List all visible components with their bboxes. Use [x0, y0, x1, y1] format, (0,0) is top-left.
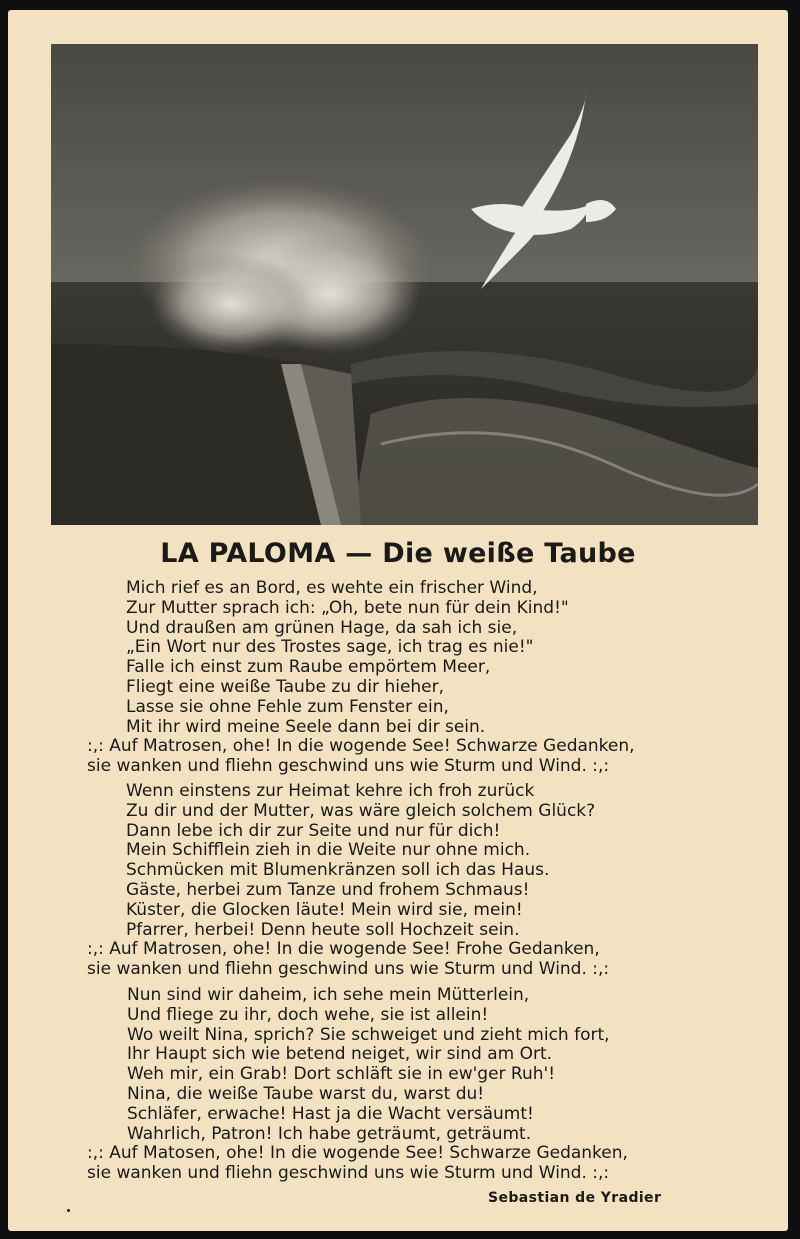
stanza-3 [127, 986, 610, 1144]
verse-line: Lasse sie ohne Fehle zum Fenster ein, [126, 696, 449, 717]
verse-line: Zu dir und der Mutter, was wäre gleich solchem Glück? [126, 800, 596, 821]
verse-line: Nina, die weiße Taube warst du, warst du! [127, 1083, 485, 1104]
verse-line: Und draußen am grünen Hage, da sah ich sie, [126, 617, 518, 638]
verse-line: Wo weilt Nina, sprich? Sie schweiget und zieht mich fort, [127, 1024, 610, 1045]
verse-line: Schmücken mit Blumenkränzen soll ich das Haus. [126, 860, 550, 881]
verse-line: Mit ihr wird meine Seele dann bei dir sein. [126, 716, 486, 737]
verse-line: Mich rief es an Bord, es wehte ein frischer Wind, [126, 578, 538, 598]
chorus-line: :,: Auf Matrosen, ohe! In die wogende See! Frohe Gedanken, [87, 939, 600, 959]
postcard [8, 10, 788, 1231]
chorus-2 [87, 940, 609, 980]
verse-line: Fliegt eine weiße Taube zu dir hieher, [126, 676, 445, 697]
chorus-3 [87, 1144, 628, 1184]
chorus-line: sie wanken und fliehn geschwind uns wie Sturm und Wind. :,: [87, 755, 610, 776]
verse-line: Zur Mutter sprach ich: „Oh, bete nun für dein Kind!" [126, 597, 569, 618]
chorus-line: :,: Auf Matosen, ohe! In die wogende See! Schwarze Gedanken, [87, 1143, 628, 1163]
verse-line: Nun sind wir daheim, ich sehe mein Mütterlein, [127, 985, 530, 1005]
verse-line: Weh mir, ein Grab! Dort schläft sie in ew'ger Ruh'! [127, 1064, 556, 1085]
dove-over-stormy-sea-photo [51, 44, 758, 525]
chorus-1 [87, 737, 635, 777]
stanza-1 [126, 579, 569, 737]
author-credit: Sebastian de Yradier [488, 1190, 662, 1206]
verse-line: Ihr Haupt sich wie betend neiget, wir sind am Ort. [127, 1044, 553, 1065]
verse-line: Pfarrer, herbei! Denn heute soll Hochzeit sein. [126, 919, 520, 940]
verse-line: Wenn einstens zur Heimat kehre ich froh zurück [126, 781, 535, 801]
song-title: LA PALOMA — Die weiße Taube [160, 538, 636, 569]
chorus-line: sie wanken und fliehn geschwind uns wie Sturm und Wind. :,: [87, 1162, 610, 1183]
verse-line: Wahrlich, Patron! Ich habe geträumt, geträumt. [127, 1123, 532, 1144]
verse-line: Und fliege zu ihr, doch wehe, sie ist allein! [127, 1004, 489, 1025]
verse-line: Mein Schifflein zieh in die Weite nur ohne mich. [126, 840, 531, 861]
verse-line: Gäste, herbei zum Tanze und frohem Schmaus! [126, 879, 530, 900]
verse-line: Falle ich einst zum Raube empörtem Meer, [126, 657, 491, 678]
stanza-2 [126, 782, 595, 940]
chorus-line: :,: Auf Matrosen, ohe! In die wogende See! Schwarze Gedanken, [87, 736, 635, 756]
verse-line: Küster, die Glocken läute! Mein wird sie, mein! [126, 899, 523, 920]
print-speck [67, 1209, 70, 1212]
verse-line: „Ein Wort nur des Trostes sage, ich trag es nie!" [126, 637, 534, 658]
verse-line: Schläfer, erwache! Hast ja die Wacht versäumt! [127, 1103, 534, 1124]
verse-line: Dann lebe ich dir zur Seite und nur für dich! [126, 820, 501, 841]
chorus-line: sie wanken und fliehn geschwind uns wie Sturm und Wind. :,: [87, 958, 610, 979]
